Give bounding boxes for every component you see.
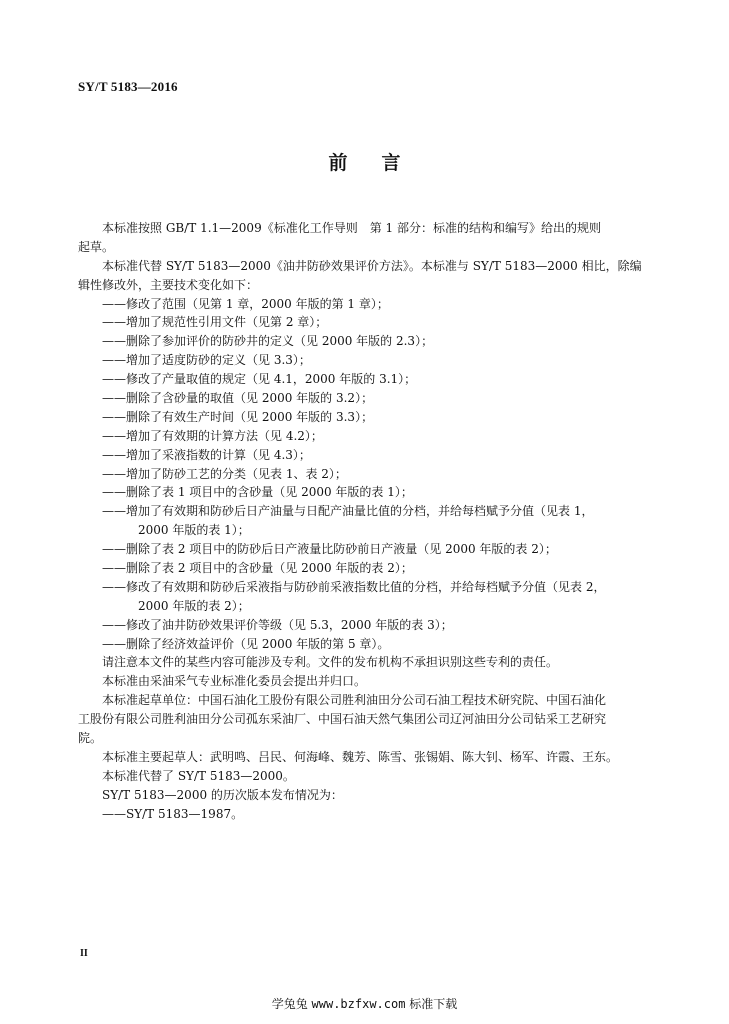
text-line: ——修改了油井防砂效果评价等级（见 5.3，2000 年版的表 3）； [102,617,453,632]
text-line: 辑性修改外，主要技术变化如下： [78,277,259,292]
text-line: ——修改了范围（见第 1 章，2000 年版的第 1 章）； [102,296,389,311]
text-line: 本标准主要起草人：武明鸣、吕民、何海峰、魏芳、陈雪、张锡娟、陈大钊、杨军、许霞、王东。 [102,749,619,764]
text-line: ——修改了产量取值的规定（见 4.1，2000 年版的 3.1）； [102,372,417,387]
footer-site-name: 学兔兔 [271,997,308,1011]
text-line: ——删除了表 1 项目中的含砂量（见 2000 年版的表 1）； [102,485,413,500]
text-line: ——修改了有效期和防砂后采液指与防砂前采液指数比值的分档，并给每档赋予分值（见表 2， [102,579,606,594]
text-line: ——增加了适度防砂的定义（见 3.3）； [102,353,311,368]
footer-watermark [0,995,729,1012]
text-line: ——删除了表 2 项目中的含砂量（见 2000 年版的表 2）； [102,561,413,576]
text-line: ——增加了有效期的计算方法（见 4.2）； [102,428,323,443]
text-line: ——增加了有效期和防砂后日产油量与日配产油量比值的分档，并给每档赋予分值（见表 1， [102,504,594,519]
text-line: ——增加了采液指数的计算（见 4.3）； [102,447,311,462]
text-line: 本标准代替 SY/T 5183—2000《油井防砂效果评价方法》。本标准与 SY/T 5183—2000 相比，除编 [102,258,642,273]
text-line: 本标准代替了 SY/T 5183—2000。 [102,768,295,783]
document-body [78,219,658,824]
page-title: 前言 [328,152,435,174]
text-line: 本标准按照 GB/T 1.1—2009《标准化工作导则 第 1 部分：标准的结构和编写》给出的规则 [102,221,601,235]
text-line: ——删除了有效生产时间（见 2000 年版的 3.3）； [102,409,374,424]
standard-code: SY/T 5183—2016 [78,79,178,94]
text-line: SY/T 5183—2000 的历次版本发布情况为： [102,787,343,802]
text-line: 本标准起草单位：中国石油化工股份有限公司胜利油田分公司石油工程技术研究院、中国石油化 [102,693,607,708]
text-line: ——删除了参加评价的防砂井的定义（见 2000 年版的 2.3）； [102,334,434,349]
page-number: II [80,948,88,959]
text-line: 请注意本文件的某些内容可能涉及专利。文件的发布机构不承担识别这些专利的责任。 [102,655,559,670]
text-line: ——删除了表 2 项目中的防砂后日产液量比防砂前日产液量（见 2000 年版的表 2）； [102,542,557,557]
text-line: 起草。 [78,239,115,254]
footer-tagline: 标准下载 [409,997,458,1011]
text-line: 2000 年版的表 1）； [138,523,250,538]
text-line: 工股份有限公司胜利油田分公司孤东采油厂、中国石油天然气集团公司辽河油田分公司钻采工艺研究 [78,712,607,727]
text-line: 院。 [78,731,103,746]
text-line: ——增加了规范性引用文件（见第 2 章）； [102,315,328,330]
text-line: 2000 年版的表 2）； [138,598,250,613]
text-line: ——删除了含砂量的取值（见 2000 年版的 3.2）； [102,391,374,406]
text-line: ——SY/T 5183—1987。 [102,806,244,821]
text-line: 本标准由采油采气专业标准化委员会提出并归口。 [102,674,367,689]
footer-url[interactable]: www.bzfxw.com [311,997,406,1011]
text-line: ——增加了防砂工艺的分类（见表 1、表 2）； [102,466,347,481]
text-line: ——删除了经济效益评价（见 2000 年版的第 5 章）。 [102,636,390,651]
